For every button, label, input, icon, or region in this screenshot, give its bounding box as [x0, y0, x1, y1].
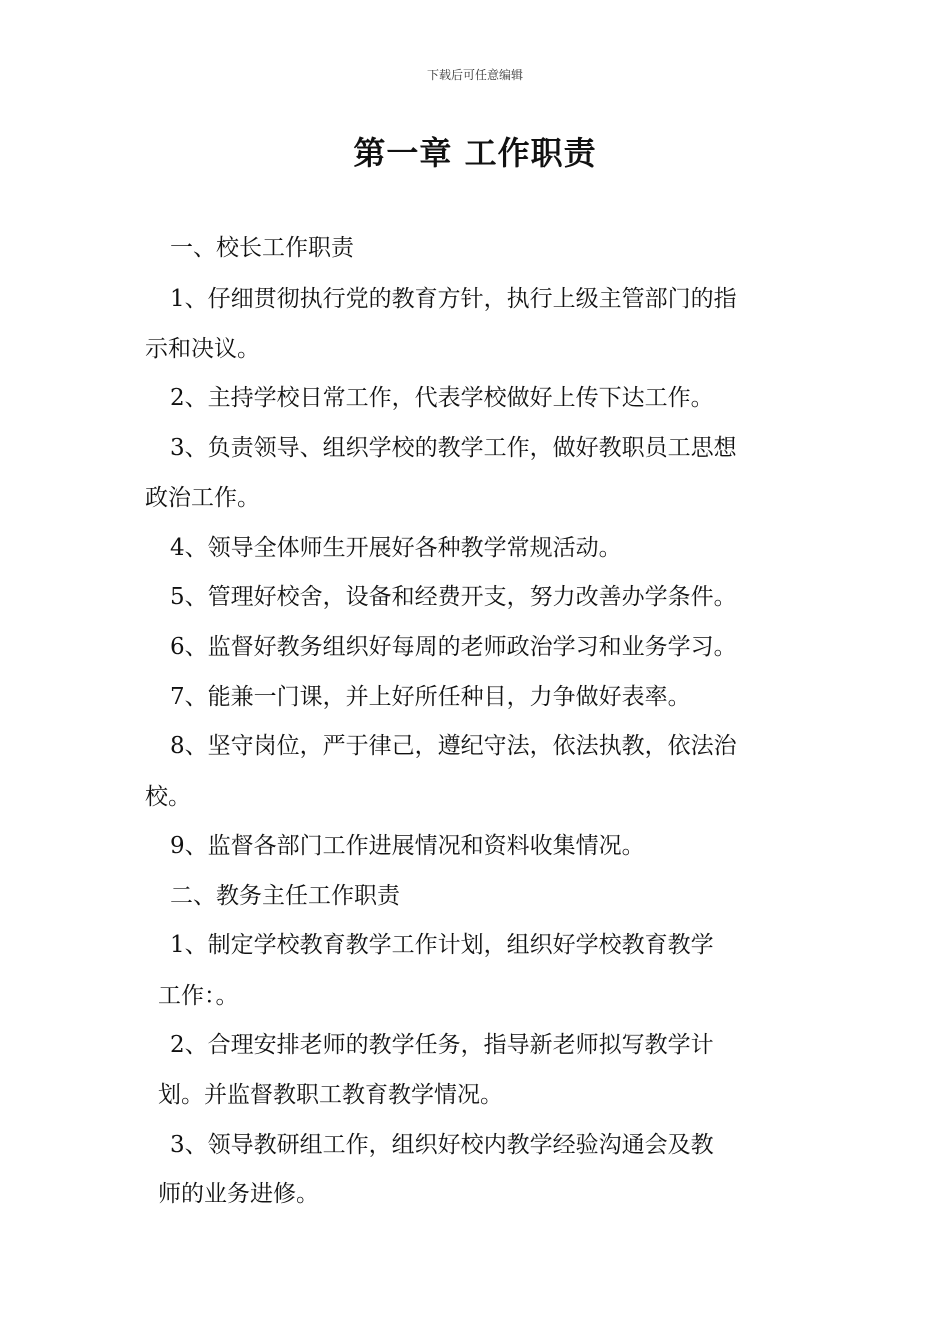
paragraph-line: 8、坚守岗位，严于律己，遵纪守法，依法执教，依法治	[170, 733, 737, 759]
paragraph-line: 2、合理安排老师的教学任务，指导新老师拟写教学计	[170, 1032, 714, 1058]
chapter-title: 第一章 工作职责	[353, 134, 597, 172]
paragraph-line: 9、监督各部门工作进展情况和资料收集情况。	[170, 833, 645, 859]
paragraph-line: 2、主持学校日常工作，代表学校做好上传下达工作。	[170, 385, 714, 411]
paragraph-line: 1、制定学校教育教学工作计划，组织好学校教育教学	[170, 932, 714, 958]
paragraph-line: 7、能兼一门课，并上好所任种目，力争做好表率。	[170, 684, 691, 710]
header-note: 下载后可任意编辑	[426, 68, 523, 82]
section-heading-principal: 一、校长工作职责	[170, 235, 354, 261]
section-heading-academic-director: 二、教务主任工作职责	[170, 883, 400, 909]
paragraph-line: 校。	[145, 784, 191, 810]
paragraph-line: 6、监督好教务组织好每周的老师政治学习和业务学习。	[170, 634, 737, 660]
paragraph-line: 划。并监督教职工教育教学情况。	[158, 1082, 503, 1108]
paragraph-line: 3、领导教研组工作，组织好校内教学经验沟通会及教	[170, 1132, 714, 1158]
paragraph-line: 4、领导全体师生开展好各种教学常规活动。	[170, 535, 622, 561]
paragraph-line: 5、管理好校舍，设备和经费开支，努力改善办学条件。	[170, 584, 737, 610]
paragraph-line: 政治工作。	[145, 485, 260, 511]
paragraph-line: 师的业务进修。	[158, 1181, 319, 1207]
paragraph-line: 3、负责领导、组织学校的教学工作，做好教职员工思想	[170, 435, 737, 461]
paragraph-line: 示和决议。	[145, 336, 260, 362]
paragraph-line: 工作：。	[158, 983, 239, 1009]
paragraph-line: 1、仔细贯彻执行党的教育方针，执行上级主管部门的指	[170, 286, 737, 312]
